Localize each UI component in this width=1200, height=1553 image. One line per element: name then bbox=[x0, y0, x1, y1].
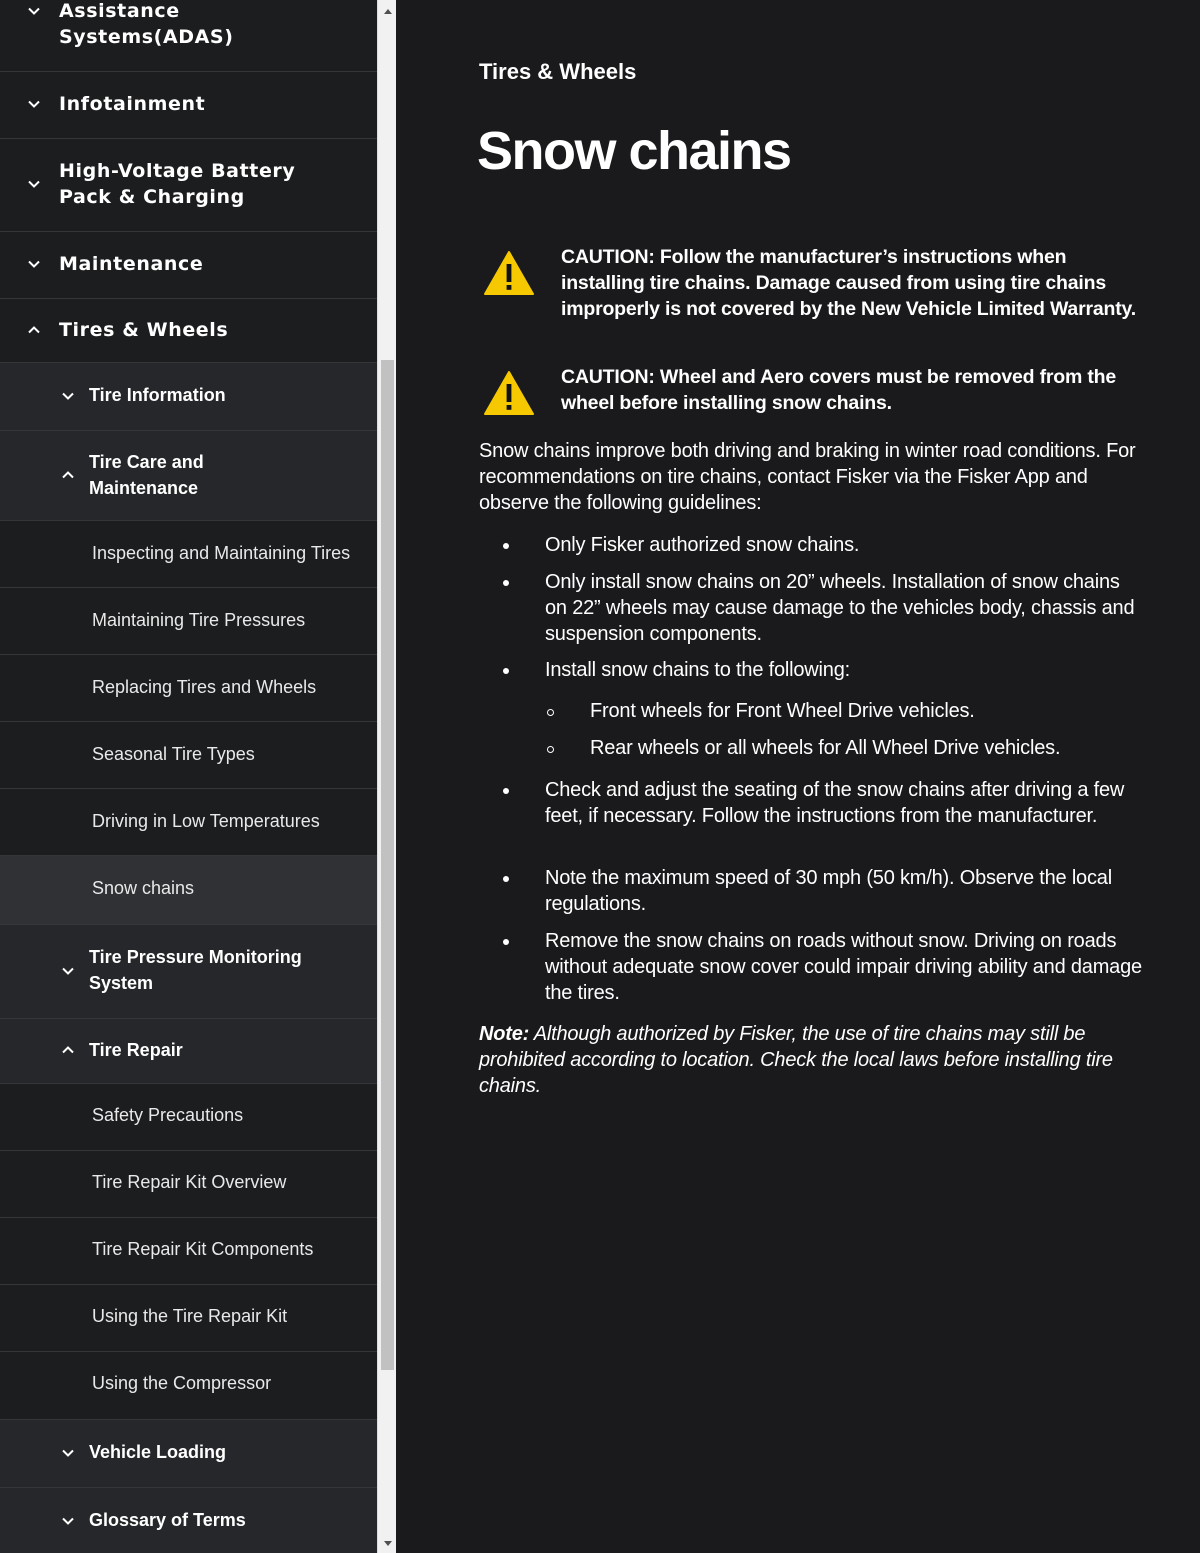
chevron-up-icon bbox=[61, 1043, 75, 1057]
sidebar-item-tires-wheels[interactable] bbox=[0, 299, 377, 363]
sidebar-item-label: Using the Compressor bbox=[92, 1373, 272, 1393]
scrollbar-thumb[interactable] bbox=[381, 360, 394, 1370]
sidebar-item-label: Tire Pressure Monitoring System bbox=[89, 947, 302, 993]
bullet-icon bbox=[503, 668, 509, 674]
sidebar-item-tire-care[interactable] bbox=[0, 431, 377, 521]
sidebar-item-vehicle-loading[interactable] bbox=[0, 1420, 377, 1488]
sidebar-item-label: Vehicle Loading bbox=[89, 1442, 227, 1462]
sidebar-item-label: High-Voltage Battery Pack & Charging bbox=[59, 160, 296, 208]
sidebar-item-label: Tire Information bbox=[89, 385, 226, 405]
caution-text: CAUTION: Wheel and Aero covers must be removed from the wheel before installing snow chains. bbox=[561, 366, 1116, 414]
sidebar-item-label: Assistance Systems(ADAS) bbox=[59, 0, 234, 48]
sidebar-nav bbox=[0, 0, 377, 1553]
sidebar-item-using-compressor[interactable] bbox=[0, 1352, 377, 1420]
breadcrumb[interactable]: Tires & Wheels bbox=[479, 59, 637, 84]
sidebar-item-label: Infotainment bbox=[59, 93, 206, 115]
chevron-up-icon bbox=[27, 323, 41, 337]
page-title: Snow chains bbox=[477, 121, 791, 181]
sidebar-item-infotainment[interactable] bbox=[0, 72, 377, 139]
note-label: Note: bbox=[479, 1023, 530, 1045]
caution-block bbox=[479, 244, 1139, 354]
bullet-icon bbox=[503, 876, 509, 882]
sidebar-item-snow-chains[interactable] bbox=[0, 856, 377, 925]
sidebar-item-tire-repair[interactable] bbox=[0, 1019, 377, 1084]
warning-icon bbox=[483, 250, 535, 296]
sidebar-item-glossary[interactable] bbox=[0, 1488, 377, 1553]
list-item-text: Only install snow chains on 20” wheels. Installation of snow chains on 22” wheels may cause damage to the vehicles body, chassis and suspension components. bbox=[545, 571, 1135, 645]
sidebar-item-inspecting-tires[interactable] bbox=[0, 521, 377, 588]
sidebar-item-replacing-tires[interactable] bbox=[0, 655, 377, 722]
sidebar-item-adas[interactable] bbox=[0, 0, 377, 72]
chevron-down-icon bbox=[27, 4, 41, 18]
sidebar-item-safety-precautions[interactable] bbox=[0, 1084, 377, 1151]
bullet-icon bbox=[503, 939, 509, 945]
bullet-icon bbox=[503, 580, 509, 586]
sidebar-item-label: Tires & Wheels bbox=[59, 319, 229, 341]
sidebar-item-using-repair-kit[interactable] bbox=[0, 1285, 377, 1352]
list-item-text: Install snow chains to the following: bbox=[545, 659, 850, 681]
note-text: Although authorized by Fisker, the use of tire chains may still be prohibited according to location. Check the local laws before installing tire chains. bbox=[479, 1023, 1113, 1097]
chevron-down-icon bbox=[27, 257, 41, 271]
sidebar-item-label: Maintaining Tire Pressures bbox=[92, 610, 306, 630]
sidebar-item-label: Seasonal Tire Types bbox=[92, 744, 255, 764]
list-item-text: Check and adjust the seating of the snow chains after driving a few feet, if necessary. Follow the instructions from the manufacturer. bbox=[545, 779, 1125, 827]
scroll-up-arrow-icon[interactable] bbox=[378, 2, 397, 19]
chevron-down-icon bbox=[61, 1514, 75, 1528]
caution-block bbox=[479, 364, 1139, 420]
list-item-text: Only Fisker authorized snow chains. bbox=[545, 534, 860, 556]
sub-list-item-text: Rear wheels or all wheels for All Wheel Drive vehicles. bbox=[590, 737, 1061, 759]
sidebar-item-repair-kit-overview[interactable] bbox=[0, 1151, 377, 1218]
chevron-up-icon bbox=[61, 468, 75, 482]
intro-paragraph: Snow chains improve both driving and braking in winter road conditions. For recommendations on tire chains, contact Fisker via the Fisker App and observe the following guidelines: bbox=[479, 440, 1136, 514]
sidebar-scrollbar[interactable] bbox=[377, 0, 396, 1553]
sidebar-item-label: Using the Tire Repair Kit bbox=[92, 1306, 288, 1326]
circle-bullet-icon bbox=[547, 709, 554, 716]
bullet-icon bbox=[503, 788, 509, 794]
sidebar-item-seasonal-tires[interactable] bbox=[0, 722, 377, 789]
sidebar-item-tire-information[interactable] bbox=[0, 363, 377, 431]
sidebar-item-label: Safety Precautions bbox=[92, 1105, 244, 1125]
chevron-down-icon bbox=[27, 97, 41, 111]
caution-text: CAUTION: Follow the manufacturer’s instructions when installing tire chains. Damage caused from using tire chains improperly is not covered by the New Vehicle Limited Warranty. bbox=[561, 246, 1136, 320]
sidebar-item-low-temperatures[interactable] bbox=[0, 789, 377, 856]
note-paragraph bbox=[479, 1021, 1149, 1099]
sidebar-item-repair-kit-components[interactable] bbox=[0, 1218, 377, 1285]
sub-list-item-text: Front wheels for Front Wheel Drive vehicles. bbox=[590, 700, 975, 722]
sidebar-item-label: Inspecting and Maintaining Tires bbox=[92, 543, 351, 563]
sidebar-item-label: Snow chains bbox=[92, 878, 195, 898]
sidebar-item-label: Tire Repair Kit Components bbox=[92, 1239, 314, 1259]
sidebar-item-label: Tire Repair bbox=[89, 1040, 183, 1060]
chevron-down-icon bbox=[61, 389, 75, 403]
chevron-down-icon bbox=[61, 964, 75, 978]
list-item-text: Note the maximum speed of 30 mph (50 km/h). Observe the local regulations. bbox=[545, 867, 1112, 915]
sidebar-item-label: Maintenance bbox=[59, 253, 204, 275]
circle-bullet-icon bbox=[547, 746, 554, 753]
list-item-text: Remove the snow chains on roads without snow. Driving on roads without adequate snow cover could impair driving ability and damage the tires. bbox=[545, 930, 1142, 1004]
sidebar-item-tire-pressures[interactable] bbox=[0, 588, 377, 655]
sidebar-item-maintenance[interactable] bbox=[0, 232, 377, 299]
sidebar-item-tpms[interactable] bbox=[0, 925, 377, 1019]
bullet-icon bbox=[503, 543, 509, 549]
warning-icon bbox=[483, 370, 535, 416]
sidebar-item-label: Tire Care and Maintenance bbox=[89, 452, 204, 498]
scroll-down-arrow-icon[interactable] bbox=[378, 1535, 397, 1552]
sidebar-item-battery[interactable] bbox=[0, 139, 377, 232]
sidebar-item-label: Tire Repair Kit Overview bbox=[92, 1172, 287, 1192]
sidebar-item-label: Glossary of Terms bbox=[89, 1510, 246, 1530]
sidebar-item-label: Replacing Tires and Wheels bbox=[92, 677, 317, 697]
chevron-down-icon bbox=[61, 1446, 75, 1460]
chevron-down-icon bbox=[27, 177, 41, 191]
main-content bbox=[396, 0, 1200, 1553]
sidebar-item-label: Driving in Low Temperatures bbox=[92, 811, 320, 831]
